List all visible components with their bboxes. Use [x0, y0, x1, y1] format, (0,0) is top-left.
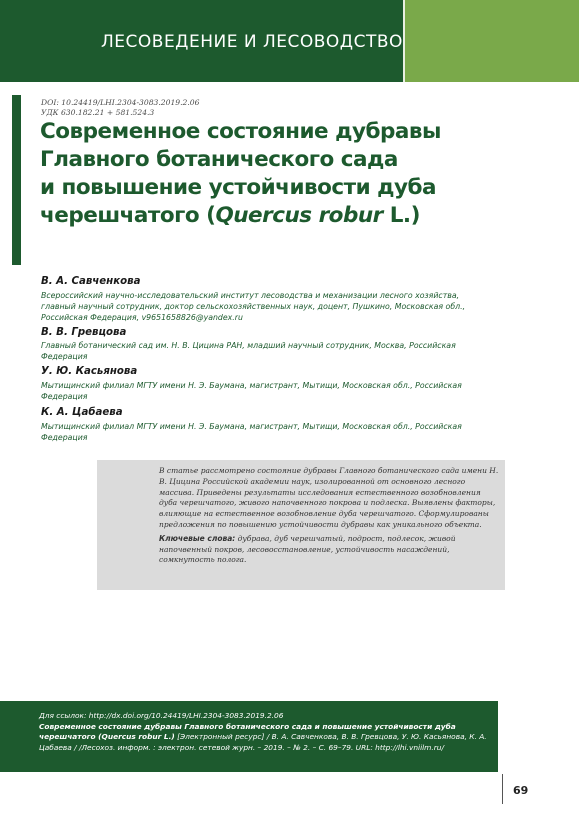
author-name: У. Ю. Касьянова — [41, 366, 138, 377]
page-number-divider — [502, 774, 503, 804]
citation-details: [Электронный ресурс] / В. А. Савченкова, В. В. Гревцова, У. Ю. Касьянова, К. А. Цабаева / /Лесохоз. информ. : электрон. сетевой журн. – 2019. – № 2. – С. 69–79. URL: http://lhi.vniilm.ru/ — [39, 732, 487, 753]
abstract — [159, 466, 501, 566]
author-affiliation: Главный ботанический сад им. Н. В. Цицина РАН, младший научный сотрудник, Москва, Российская Федерация — [41, 341, 456, 361]
author-affiliation: Мытищинский филиал МГТУ имени Н. Э. Баумана, магистрант, Мытищи, Московская обл., Российская Федерация — [41, 381, 462, 401]
article-title — [40, 118, 470, 230]
header-accent-block — [403, 0, 579, 82]
keywords-text: дубрава, дуб черешчатый, подрост, подлесок, живой напочвенный покров, лесовосстановление, устойчивость насаждений, сомкнутость полога. — [159, 533, 456, 565]
title-line: и повышение устойчивости дуба — [40, 175, 437, 200]
author-name: К. А. Цабаева — [41, 407, 123, 418]
keywords-label: Ключевые слова: — [159, 533, 236, 543]
udk-text: УДК 630.182.21 + 581.524.3 — [41, 108, 155, 117]
author-affiliation: Всероссийский научно-исследовательский институт лесоводства и механизации лесного хозяйства, главный научный сотрудник, доктор сельскохозяйственных наук, доцент, Пушкино, Московская обл., Российская Федерация, v9651658826@yandex.ru — [41, 291, 466, 322]
title-line: Главного ботанического сада — [40, 147, 398, 172]
header-divider — [403, 0, 405, 82]
author-name: В. В. Гревцова — [41, 327, 127, 338]
author-affiliation: Мытищинский филиал МГТУ имени Н. Э. Баумана, магистрант, Мытищи, Московская обл., Российская Федерация — [41, 422, 462, 442]
keywords — [159, 534, 501, 566]
citation — [39, 711, 491, 754]
title-line: L.) — [382, 203, 420, 228]
citation-label: Для ссылок: http://dx.doi.org/10.24419/LHI.2304-3083.2019.2.06 — [39, 711, 284, 720]
doi-text: DOI: 10.24419/LHI.2304-3083.2019.2.06 — [41, 98, 200, 107]
citation-title: Современное состояние дубравы Главного ботанического сада и повышение устойчивости дуба черешчатого (Quercus robur L.) — [39, 721, 456, 742]
page-number: 69 — [513, 784, 529, 797]
author-name: В. А. Савченкова — [41, 276, 141, 287]
title-line: черешчатого ( — [40, 203, 216, 228]
section-title: ЛЕСОВЕДЕНИЕ И ЛЕСОВОДСТВО — [101, 32, 403, 52]
title-line: Современное состояние дубравы — [40, 119, 441, 144]
abstract-text: В статье рассмотрено состояние дубравы Главного ботанического сада имени Н. В. Цицина Российской академии наук, изолированной от основного лесного массива. Приведены результаты исследования естественного возобновления дуба черешчатого, живого напочвенного покрова и подлеска. Выявлены факторы, влияющие на естественное возобновление дуба черешчатого. Сформулированы предложения по повышению устойчивости дубравы как уникального объекта. — [159, 466, 499, 529]
title-species-name: Quercus robur — [215, 203, 383, 228]
title-accent-bar — [12, 95, 21, 265]
